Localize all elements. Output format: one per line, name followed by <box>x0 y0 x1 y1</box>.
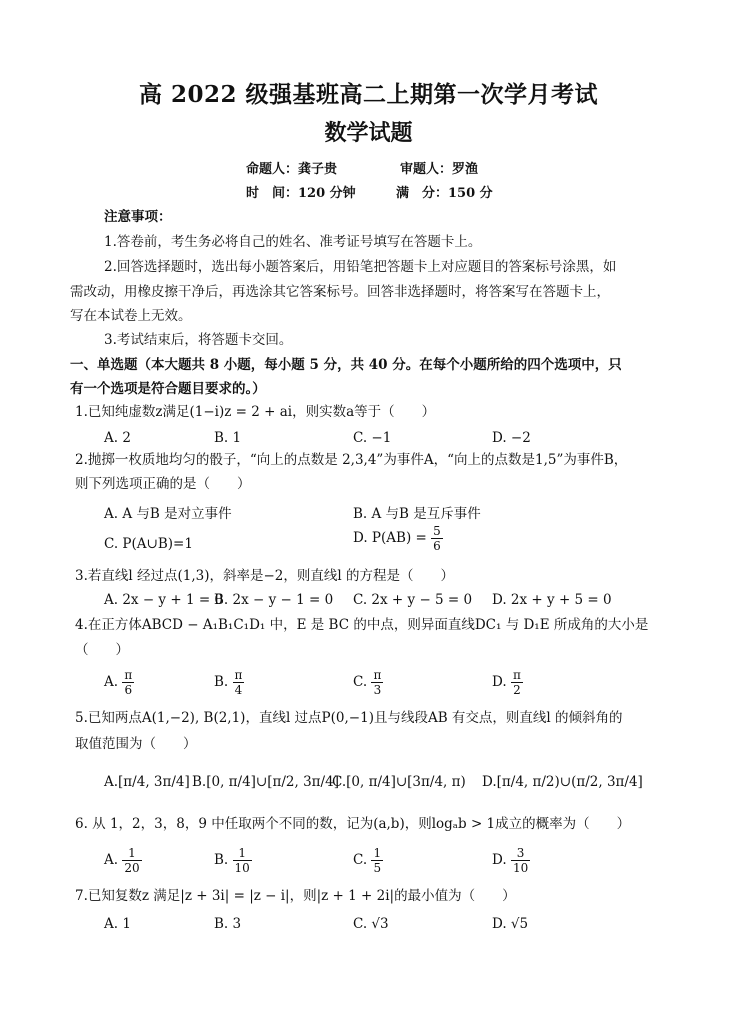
q2-option-c: C. P(A∪B)=1 <box>104 536 193 552</box>
note-3: 3.考试结束后，将答题卡交回。 <box>104 332 293 348</box>
frac-den: 2 <box>513 683 521 697</box>
frac-num: π <box>512 668 521 682</box>
q4-b-fraction <box>233 668 245 697</box>
q4-option-b <box>214 668 244 697</box>
frac-num: 1 <box>373 846 382 860</box>
q1-stem: 1.已知纯虚数z满足(1−i)z = 2 + ai，则实数a等于（ ） <box>75 404 436 420</box>
q4-d-fraction <box>511 668 523 697</box>
q1-option-b: B. 1 <box>214 430 242 446</box>
q7-option-c: C. √3 <box>353 916 389 932</box>
exam-title: 高 2022 级强基班高二上期第一次学月考试 <box>138 81 599 108</box>
q4-b-label: B. <box>214 674 229 690</box>
q6-option-d <box>492 846 530 875</box>
frac-num: π <box>124 668 133 682</box>
q5-option-a: A.[π/4, 3π/4] <box>104 774 190 790</box>
q2-option-d-fraction <box>431 524 443 553</box>
q3-option-b: B. 2x − y − 1 = 0 <box>214 592 334 608</box>
frac-den: 20 <box>124 861 140 875</box>
section-heading-line1: 一、单选题（本大题共 8 小题，每小题 5 分，共 40 分。在每个小题所给的四个选项中，只 <box>70 357 622 373</box>
q4-c-label: C. <box>353 674 368 690</box>
q4-option-d <box>492 668 523 697</box>
full-score: 满 分：150 分 <box>396 186 493 201</box>
q6-stem: 6. 从 1，2，3，8，9 中任取两个不同的数，记为(a,b)，则logₐb > 1成立的概率为（ ） <box>75 816 631 832</box>
q6-d-label: D. <box>492 852 507 868</box>
q2-option-d <box>353 524 443 553</box>
q6-b-fraction <box>233 846 252 875</box>
reviewer: 审题人：罗渔 <box>400 162 479 177</box>
frac-den: 10 <box>512 861 529 875</box>
q6-d-fraction <box>511 846 530 875</box>
q2-stem-line2: 则下列选项正确的是（ ） <box>75 476 251 492</box>
q1-option-d: D. −2 <box>492 430 531 446</box>
q6-a-fraction <box>122 846 141 875</box>
q5-stem-line2: 取值范围为（ ） <box>75 736 197 752</box>
q6-c-label: C. <box>353 852 368 868</box>
q3-option-a: A. 2x − y + 1 = 0 <box>104 592 224 608</box>
q2-option-d-text: D. P(AB) = <box>353 530 427 546</box>
q4-option-c <box>353 668 383 697</box>
q6-a-label: A. <box>104 852 119 868</box>
frac-den: 5 <box>373 861 382 875</box>
q5-option-d: D.[π/4, π/2)∪(π/2, 3π/4] <box>482 774 643 790</box>
q2-option-a: A. A 与B 是对立事件 <box>104 506 232 522</box>
q2-stem-line1: 2.抛掷一枚质地均匀的骰子，“向上的点数是 2,3,4”为事件A，“向上的点数是1,5”为事件B， <box>75 452 628 468</box>
q4-option-a <box>104 668 134 697</box>
q6-c-fraction <box>371 846 383 875</box>
notes-heading: 注意事项： <box>104 209 172 225</box>
frac-num: 1 <box>233 846 252 861</box>
frac-num: π <box>234 668 243 682</box>
frac-num: 5 <box>433 524 441 538</box>
q5-stem-line1: 5.已知两点A(1,−2), B(2,1)，直线l 过点P(0,−1)且与线段AB 有交点，则直线l 的倾斜角的 <box>75 710 623 726</box>
frac-den: 6 <box>124 683 133 697</box>
frac-den: 3 <box>373 683 382 697</box>
q4-stem-line2: （ ） <box>75 642 129 658</box>
q6-option-b <box>214 846 252 875</box>
q4-a-label: A. <box>104 674 119 690</box>
q4-stem-line1: 4.在正方体ABCD − A₁B₁C₁D₁ 中，E 是 BC 的中点，则异面直线DC₁ 与 D₁E 所成角的大小是 <box>75 617 649 633</box>
note-2-line2: 需改动，用橡皮擦干净后，再选涂其它答案标号。回答非选择题时，将答案写在答题卡上， <box>70 284 610 300</box>
q1-option-a: A. 2 <box>104 430 131 446</box>
q7-option-d: D. √5 <box>492 916 529 932</box>
frac-den: 4 <box>234 683 243 697</box>
q3-option-c: C. 2x + y − 5 = 0 <box>353 592 473 608</box>
frac-den: 6 <box>433 539 441 553</box>
q3-stem: 3.若直线l 经过点(1,3)，斜率是−2，则直线l 的方程是（ ） <box>75 568 455 584</box>
q3-option-d: D. 2x + y + 5 = 0 <box>492 592 612 608</box>
section-heading-line2: 有一个选项是符合题目要求的。） <box>70 381 266 397</box>
frac-num: π <box>373 668 382 682</box>
q7-stem: 7.已知复数z 满足|z + 3i| = |z − i|，则|z + 1 + 2i|的最小值为（ ） <box>75 888 516 904</box>
setter: 命题人：龚子贵 <box>246 162 338 177</box>
frac-num: 1 <box>122 846 141 861</box>
q4-d-label: D. <box>492 674 507 690</box>
note-2-line3: 写在本试卷上无效。 <box>70 308 192 324</box>
subject-title: 数学试题 <box>324 120 413 146</box>
q4-a-fraction <box>122 668 134 697</box>
frac-den: 10 <box>234 861 250 875</box>
note-1: 1.答卷前，考生务必将自己的姓名、准考证号填写在答题卡上。 <box>104 234 482 250</box>
q4-c-fraction <box>371 668 383 697</box>
q6-option-a <box>104 846 142 875</box>
q6-b-label: B. <box>214 852 229 868</box>
q7-option-a: A. 1 <box>104 916 131 932</box>
note-2-line1: 2.回答选择题时，选出每小题答案后，用铅笔把答题卡上对应题目的答案标号涂黑，如 <box>104 259 617 275</box>
q5-option-c: C.[0, π/4]∪[3π/4, π) <box>332 774 466 790</box>
q2-option-b: B. A 与B 是互斥事件 <box>353 506 481 522</box>
q7-option-b: B. 3 <box>214 916 242 932</box>
q5-option-b: B.[0, π/4]∪[π/2, 3π/4] <box>192 774 339 790</box>
frac-num: 3 <box>511 846 530 861</box>
q1-option-c: C. −1 <box>353 430 392 446</box>
q6-option-c <box>353 846 383 875</box>
exam-time: 时 间：120 分钟 <box>246 186 356 201</box>
